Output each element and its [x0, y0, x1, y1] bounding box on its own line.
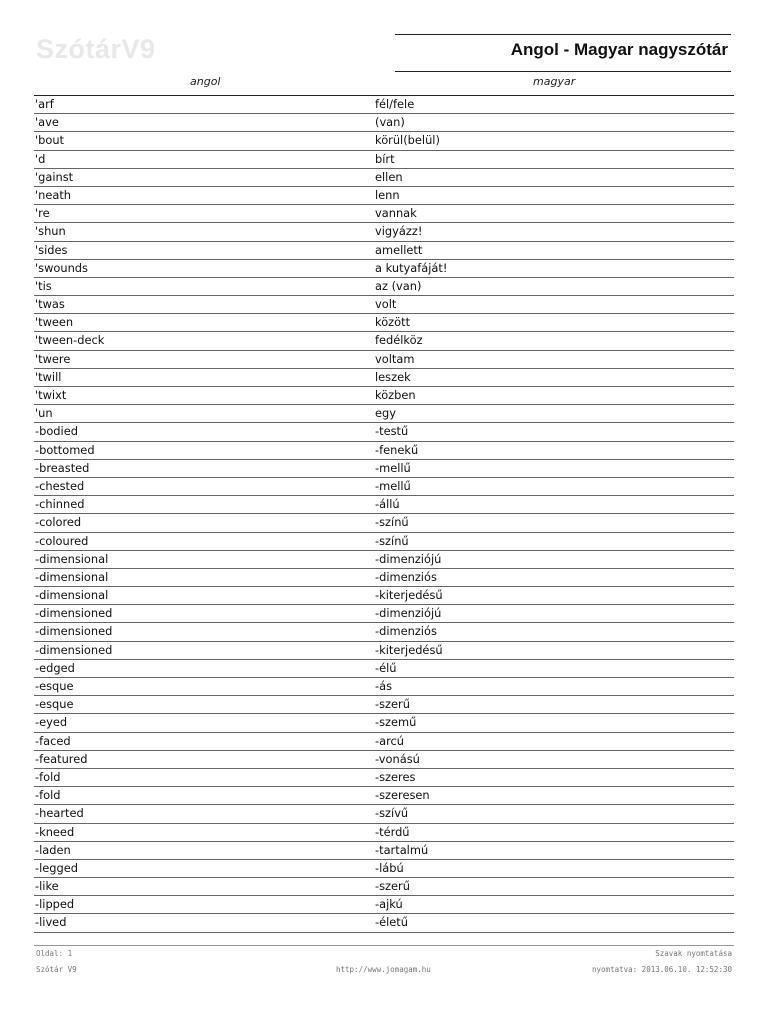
english-term: -esque: [35, 679, 74, 693]
hungarian-term: -vonású: [375, 751, 420, 766]
english-term: -faced: [35, 733, 71, 748]
hungarian-term: -testű: [375, 424, 409, 439]
hungarian-term: -térdű: [375, 824, 410, 839]
english-term: -bottomed: [35, 442, 95, 457]
english-term: 'gainst: [35, 169, 74, 184]
table-row: [34, 569, 734, 587]
english-term: 'twas: [35, 297, 65, 312]
table-row: [34, 751, 734, 769]
table-row: [34, 787, 734, 805]
english-term: 'swounds: [35, 260, 88, 275]
title-rule-top: [395, 34, 731, 35]
english-term: -fold: [35, 769, 61, 784]
table-row: [34, 678, 734, 696]
hungarian-term: bírt: [375, 151, 395, 166]
hungarian-term: leszek: [375, 369, 411, 384]
table-row: [34, 642, 734, 660]
footer-page-number: Oldal: 1: [36, 949, 73, 958]
hungarian-term: vannak: [375, 206, 417, 221]
hungarian-term: amellett: [375, 242, 423, 257]
english-term: 'neath: [35, 187, 72, 202]
hungarian-term: -mellű: [375, 460, 411, 475]
table-row: [34, 514, 734, 532]
hungarian-term: (van): [375, 115, 405, 130]
english-term: -edged: [35, 660, 75, 675]
english-term: 'ave: [35, 115, 59, 130]
table-row: [34, 551, 734, 569]
hungarian-term: fedélköz: [375, 333, 423, 348]
table-row: [34, 478, 734, 496]
page-title: Angol - Magyar nagyszótár: [510, 40, 728, 59]
english-term: -dimensional: [35, 588, 109, 603]
column-header-magyar: magyar: [533, 75, 576, 88]
table-row: [34, 405, 734, 423]
table-row: [34, 623, 734, 641]
hungarian-term: -dimenziójú: [375, 606, 442, 621]
english-term: 'd: [35, 151, 46, 166]
table-row: [34, 96, 734, 114]
table-row: [34, 696, 734, 714]
english-term: 'tis: [35, 278, 52, 293]
hungarian-term: egy: [375, 406, 396, 421]
dictionary-table: [34, 96, 734, 933]
table-row: [34, 714, 734, 732]
hungarian-term: -fenekű: [375, 442, 419, 457]
hungarian-term: -szeres: [375, 769, 416, 784]
table-row: [34, 533, 734, 551]
english-term: -dimensional: [35, 551, 109, 566]
hungarian-term: -szeresen: [375, 788, 430, 803]
hungarian-term: -dimenziójú: [375, 551, 442, 566]
english-term: -dimensioned: [35, 642, 113, 657]
english-term: -featured: [35, 751, 88, 766]
table-row: [34, 387, 734, 405]
title-rule-bottom: [395, 71, 731, 72]
english-term: 'shun: [35, 224, 66, 239]
english-term: -dimensioned: [35, 606, 113, 621]
table-row: [34, 914, 734, 932]
table-row: [34, 351, 734, 369]
app-logo: SzótárV9: [36, 34, 156, 64]
english-term: -eyed: [35, 715, 68, 730]
hungarian-term: között: [375, 315, 411, 330]
hungarian-term: -élű: [375, 660, 397, 675]
table-row: [34, 442, 734, 460]
english-term: -dimensioned: [35, 624, 113, 639]
footer-rule: [34, 945, 734, 946]
hungarian-term: -dimenziós: [375, 624, 437, 639]
table-row: [34, 769, 734, 787]
english-term: -hearted: [35, 806, 84, 821]
table-row: [34, 878, 734, 896]
english-term: 'twixt: [35, 388, 67, 402]
hungarian-term: fél/fele: [375, 97, 415, 111]
english-term: -legged: [35, 860, 78, 875]
hungarian-term: -szívű: [375, 806, 409, 821]
footer-app-name: Szótár V9: [36, 965, 77, 974]
footer-printed-timestamp: nyomtatva: 2013.06.10. 12:52:30: [592, 965, 732, 974]
english-term: -coloured: [35, 533, 89, 548]
table-row: [34, 314, 734, 332]
hungarian-term: -színű: [375, 515, 409, 530]
hungarian-term: -kiterjedésű: [375, 642, 443, 657]
english-term: -esque: [35, 697, 74, 712]
hungarian-term: -mellű: [375, 478, 411, 493]
english-term: -lipped: [35, 897, 75, 912]
english-term: 're: [35, 206, 50, 221]
english-term: 'arf: [35, 97, 54, 111]
english-term: 'twill: [35, 369, 62, 384]
table-row: [34, 332, 734, 350]
hungarian-term: -szemű: [375, 715, 417, 730]
table-row: [34, 369, 734, 387]
hungarian-term: -dimenziós: [375, 569, 437, 584]
english-term: 'bout: [35, 133, 65, 148]
hungarian-term: volt: [375, 297, 397, 312]
english-term: 'twere: [35, 351, 71, 366]
hungarian-term: -tartalmú: [375, 842, 429, 857]
hungarian-term: -kiterjedésű: [375, 588, 443, 603]
table-row: [34, 223, 734, 241]
table-row: [34, 423, 734, 441]
english-term: -chested: [35, 478, 85, 493]
hungarian-term: vigyázz!: [375, 224, 423, 239]
table-row: [34, 842, 734, 860]
hungarian-term: -lábú: [375, 860, 404, 875]
table-row: [34, 896, 734, 914]
footer-print-label: Szavak nyomtatása: [655, 949, 732, 958]
hungarian-term: ellen: [375, 169, 403, 184]
column-header-angol: angol: [190, 75, 221, 88]
table-row: [34, 278, 734, 296]
table-row: [34, 824, 734, 842]
hungarian-term: -állú: [375, 497, 400, 512]
table-row: [34, 660, 734, 678]
hungarian-term: közben: [375, 388, 416, 402]
table-row: [34, 151, 734, 169]
table-row: [34, 733, 734, 751]
english-term: 'tween-deck: [35, 333, 105, 348]
table-row: [34, 805, 734, 823]
english-term: -colored: [35, 515, 82, 530]
hungarian-term: -életű: [375, 915, 408, 930]
table-row: [34, 169, 734, 187]
hungarian-term: körül(belül): [375, 133, 440, 148]
english-term: -bodied: [35, 424, 78, 439]
hungarian-term: lenn: [375, 187, 400, 202]
table-row: [34, 260, 734, 278]
english-term: 'un: [35, 406, 53, 421]
english-term: -fold: [35, 788, 61, 803]
english-term: -like: [35, 879, 59, 894]
table-row: [34, 132, 734, 150]
hungarian-term: -ás: [375, 679, 393, 693]
english-term: -kneed: [35, 824, 75, 839]
english-term: -dimensional: [35, 569, 109, 584]
table-row: [34, 496, 734, 514]
table-row: [34, 242, 734, 260]
hungarian-term: a kutyafáját!: [375, 260, 448, 275]
table-row: [34, 114, 734, 132]
table-row: [34, 296, 734, 314]
table-row: [34, 860, 734, 878]
hungarian-term: -szerű: [375, 697, 410, 712]
table-row: [34, 205, 734, 223]
hungarian-term: -színű: [375, 533, 409, 548]
english-term: -breasted: [35, 460, 90, 475]
footer-url[interactable]: http://www.jomagam.hu: [336, 965, 431, 974]
english-term: -laden: [35, 842, 71, 857]
hungarian-term: voltam: [375, 351, 415, 366]
table-row: [34, 605, 734, 623]
table-row: [34, 460, 734, 478]
english-term: -lived: [35, 915, 67, 930]
english-term: -chinned: [35, 497, 85, 512]
table-row: [34, 187, 734, 205]
hungarian-term: -ajkú: [375, 897, 403, 912]
hungarian-term: -arcú: [375, 733, 405, 748]
hungarian-term: -szerű: [375, 879, 410, 894]
english-term: 'sides: [35, 242, 68, 257]
table-row: [34, 587, 734, 605]
english-term: 'tween: [35, 315, 74, 330]
hungarian-term: az (van): [375, 278, 422, 293]
